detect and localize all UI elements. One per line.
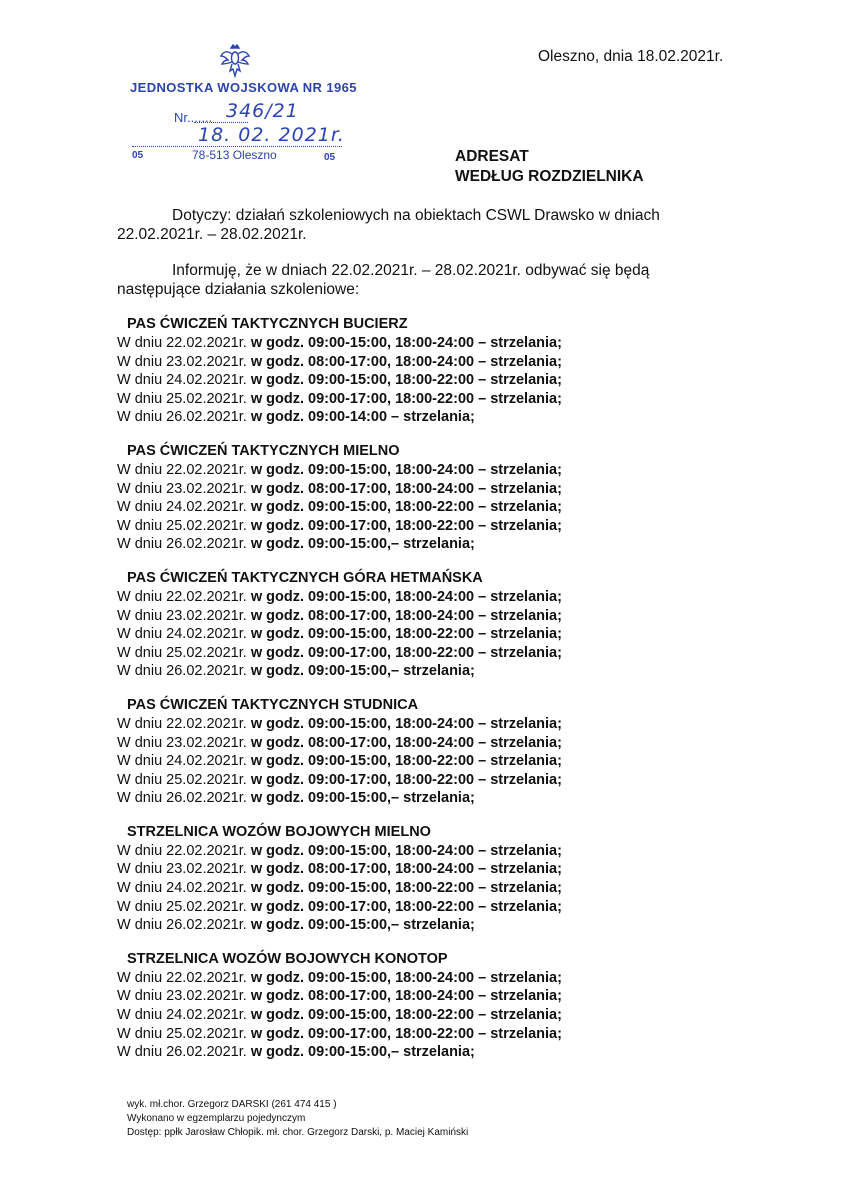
schedule-day: W dniu 24.02.2021r. <box>117 626 247 643</box>
schedule-line <box>117 353 737 372</box>
schedule-hours: w godz. 09:00-15:00,– strzelania; <box>246 917 475 934</box>
schedule-day: W dniu 23.02.2021r. <box>117 480 247 497</box>
stamp-code-left: 05 <box>132 150 144 161</box>
schedule-hours: w godz. 09:00-15:00, 18:00-24:00 – strzelania; <box>246 461 562 478</box>
schedule-hours: w godz. 09:00-17:00, 18:00-22:00 – strzelania; <box>246 771 562 788</box>
schedule-day: W dniu 25.02.2021r. <box>117 390 247 407</box>
schedule-section <box>117 569 737 681</box>
section-title: PAS ĆWICZEŃ TAKTYCZNYCH MIELNO <box>127 442 400 459</box>
schedule-day: W dniu 23.02.2021r. <box>117 353 247 370</box>
schedule-line <box>117 607 737 626</box>
schedule-day: W dniu 25.02.2021r. <box>117 771 247 788</box>
schedule-hours: w godz. 09:00-15:00, 18:00-24:00 – strzelania; <box>246 715 562 732</box>
schedule-line <box>117 969 737 988</box>
stamp-postal-address: 78-513 Oleszno <box>192 148 277 162</box>
schedule-line <box>117 517 737 536</box>
schedule-hours: w godz. 09:00-15:00,– strzelania; <box>246 663 475 680</box>
schedule-day: W dniu 24.02.2021r. <box>117 1007 247 1024</box>
schedule-line <box>117 789 737 808</box>
schedule-hours: w godz. 09:00-17:00, 18:00-22:00 – strzelania; <box>246 1025 562 1042</box>
schedule-hours: w godz. 09:00-15:00, 18:00-22:00 – strzelania; <box>246 626 562 643</box>
schedule-hours: w godz. 09:00-15:00, 18:00-24:00 – strzelania; <box>246 969 562 986</box>
section-title: PAS ĆWICZEŃ TAKTYCZNYCH GÓRA HETMAŃSKA <box>127 569 483 586</box>
schedule-line <box>117 752 737 771</box>
schedule-line <box>117 771 737 790</box>
schedule-section <box>117 315 737 427</box>
schedule-day: W dniu 23.02.2021r. <box>117 861 247 878</box>
schedule-day: W dniu 22.02.2021r. <box>117 588 247 605</box>
schedule-day: W dniu 25.02.2021r. <box>117 517 247 534</box>
schedule-day: W dniu 22.02.2021r. <box>117 842 247 859</box>
schedule-section <box>117 696 737 808</box>
schedule-hours: w godz. 09:00-15:00,– strzelania; <box>246 536 475 553</box>
schedule-day: W dniu 23.02.2021r. <box>117 988 247 1005</box>
schedule-hours: w godz. 08:00-17:00, 18:00-24:00 – strzelania; <box>246 480 562 497</box>
reg-number-label: Nr....... <box>174 110 213 125</box>
schedule-line <box>117 898 737 917</box>
schedule-line <box>117 715 737 734</box>
schedule-day: W dniu 22.02.2021r. <box>117 335 247 351</box>
schedule-hours: w godz. 09:00-17:00, 18:00-22:00 – strzelania; <box>246 644 562 661</box>
schedule-hours: w godz. 08:00-17:00, 18:00-24:00 – strzelania; <box>246 988 562 1005</box>
schedule-line <box>117 588 737 607</box>
schedule-line <box>117 842 737 861</box>
schedule-hours: w godz. 09:00-15:00, 18:00-24:00 – strzelania; <box>246 335 562 351</box>
addressee-line-1: ADRESAT <box>455 148 529 165</box>
intro-paragraph <box>117 261 722 299</box>
training-schedule <box>117 315 737 1077</box>
subject-text: działań szkoleniowych na obiektach CSWL Drawsko w dniach 22.02.2021r. – 28.02.2021r. <box>117 207 660 243</box>
schedule-day: W dniu 26.02.2021r. <box>117 536 247 553</box>
schedule-hours: w godz. 09:00-15:00, 18:00-22:00 – strzelania; <box>246 753 562 770</box>
subject-label: Dotyczy: <box>172 207 232 224</box>
schedule-day: W dniu 22.02.2021r. <box>117 461 247 478</box>
schedule-hours: w godz. 08:00-17:00, 18:00-24:00 – strzelania; <box>246 861 562 878</box>
schedule-line <box>117 535 737 554</box>
schedule-hours: w godz. 09:00-15:00,– strzelania; <box>246 1044 475 1061</box>
schedule-line <box>117 734 737 753</box>
reg-number-handwritten: 346/21 <box>226 100 299 122</box>
schedule-day: W dniu 25.02.2021r. <box>117 1025 247 1042</box>
polish-eagle-icon <box>220 44 250 78</box>
schedule-hours: w godz. 09:00-17:00, 18:00-22:00 – strzelania; <box>246 390 562 407</box>
reg-date-handwritten: 18. 02. 2021r. <box>198 124 345 146</box>
schedule-day: W dniu 26.02.2021r. <box>117 917 247 934</box>
section-title: PAS ĆWICZEŃ TAKTYCZNYCH STUDNICA <box>127 696 419 713</box>
footer-access: Dostęp: ppłk Jarosław Chłopik. mł. chor. Grzegorz Darski, p. Maciej Kamiński <box>127 1127 469 1138</box>
subject-paragraph <box>117 206 717 244</box>
schedule-hours: w godz. 09:00-15:00, 18:00-22:00 – strzelania; <box>246 499 562 516</box>
schedule-day: W dniu 22.02.2021r. <box>117 969 247 986</box>
schedule-line <box>117 371 737 390</box>
schedule-line <box>117 1025 737 1044</box>
schedule-day: W dniu 26.02.2021r. <box>117 663 247 680</box>
schedule-day: W dniu 25.02.2021r. <box>117 898 247 915</box>
schedule-line <box>117 390 737 409</box>
footer-copies: Wykonano w egzemplarzu pojedynczym <box>127 1113 306 1124</box>
schedule-day: W dniu 22.02.2021r. <box>117 715 247 732</box>
footer-author: wyk. mł.chor. Grzegorz DARSKI (261 474 415 ) <box>127 1099 337 1110</box>
schedule-line <box>117 916 737 935</box>
schedule-section <box>117 823 737 935</box>
schedule-line <box>117 480 737 499</box>
schedule-hours: w godz. 09:00-17:00, 18:00-22:00 – strzelania; <box>246 517 562 534</box>
registration-stamp <box>128 44 357 172</box>
schedule-line <box>117 625 737 644</box>
schedule-day: W dniu 24.02.2021r. <box>117 372 247 389</box>
section-title: PAS ĆWICZEŃ TAKTYCZNYCH BUCIERZ <box>127 316 408 332</box>
schedule-line <box>117 461 737 480</box>
unit-name: JEDNOSTKA WOJSKOWA NR 1965 <box>130 80 357 95</box>
schedule-section <box>117 950 737 1062</box>
schedule-day: W dniu 26.02.2021r. <box>117 409 247 426</box>
schedule-hours: w godz. 09:00-15:00, 18:00-22:00 – strzelania; <box>246 372 562 389</box>
stamp-code-right: 05 <box>324 152 336 163</box>
schedule-line <box>117 1006 737 1025</box>
schedule-day: W dniu 26.02.2021r. <box>117 1044 247 1061</box>
schedule-line <box>117 498 737 517</box>
schedule-day: W dniu 24.02.2021r. <box>117 499 247 516</box>
schedule-hours: w godz. 09:00-15:00, 18:00-24:00 – strzelania; <box>246 588 562 605</box>
schedule-hours: w godz. 08:00-17:00, 18:00-24:00 – strzelania; <box>246 353 562 370</box>
schedule-hours: w godz. 09:00-15:00, 18:00-22:00 – strzelania; <box>246 880 562 897</box>
section-title: STRZELNICA WOZÓW BOJOWYCH MIELNO <box>127 823 431 840</box>
schedule-hours: w godz. 08:00-17:00, 18:00-24:00 – strzelania; <box>246 607 562 624</box>
schedule-hours: w godz. 09:00-17:00, 18:00-22:00 – strzelania; <box>246 898 562 915</box>
addressee-line-2: WEDŁUG ROZDZIELNIKA <box>455 168 644 185</box>
schedule-section <box>117 442 737 554</box>
schedule-line <box>117 644 737 663</box>
schedule-hours: w godz. 09:00-14:00 – strzelania; <box>246 409 475 426</box>
reg-number-dots <box>194 122 248 123</box>
schedule-hours: w godz. 09:00-15:00,– strzelania; <box>246 790 475 807</box>
footer-notes <box>127 1098 468 1140</box>
schedule-day: W dniu 24.02.2021r. <box>117 880 247 897</box>
schedule-line <box>117 1043 737 1062</box>
schedule-day: W dniu 24.02.2021r. <box>117 753 247 770</box>
schedule-hours: w godz. 09:00-15:00, 18:00-24:00 – strzelania; <box>246 842 562 859</box>
schedule-line <box>117 860 737 879</box>
schedule-line <box>117 879 737 898</box>
place-date: Oleszno, dnia 18.02.2021r. <box>538 48 724 65</box>
schedule-day: W dniu 25.02.2021r. <box>117 644 247 661</box>
schedule-line <box>117 662 737 681</box>
schedule-day: W dniu 26.02.2021r. <box>117 790 247 807</box>
reg-date-dots <box>132 146 342 147</box>
section-title: STRZELNICA WOZÓW BOJOWYCH KONOTOP <box>127 950 448 967</box>
schedule-day: W dniu 23.02.2021r. <box>117 607 247 624</box>
intro-text: Informuję, że w dniach 22.02.2021r. – 28.02.2021r. odbywać się będą następujące działania szkoleniowe: <box>117 262 650 298</box>
schedule-line <box>117 334 737 353</box>
addressee-block <box>455 147 644 187</box>
schedule-line <box>117 987 737 1006</box>
schedule-hours: w godz. 08:00-17:00, 18:00-24:00 – strzelania; <box>246 734 562 751</box>
schedule-hours: w godz. 09:00-15:00, 18:00-22:00 – strzelania; <box>246 1007 562 1024</box>
schedule-day: W dniu 23.02.2021r. <box>117 734 247 751</box>
schedule-line <box>117 408 737 427</box>
